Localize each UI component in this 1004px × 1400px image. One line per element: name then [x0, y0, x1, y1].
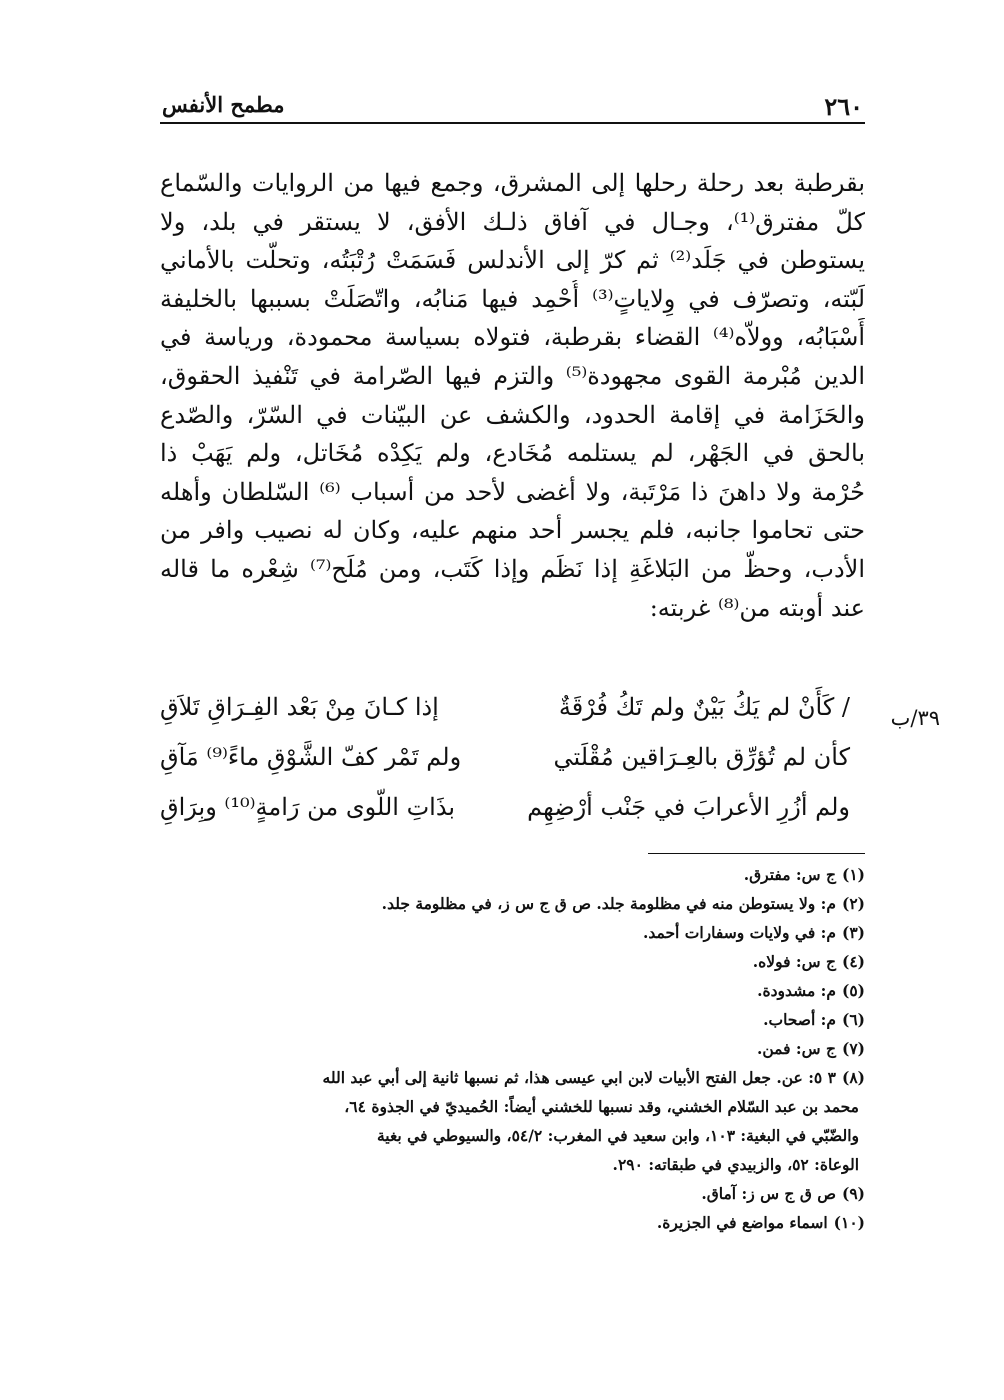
- footnote: [160, 1179, 865, 1208]
- page-number: ٢٦٠: [824, 92, 863, 121]
- verse: [160, 743, 850, 793]
- footnote-text: م: في ولايات وسفارات أحمد.: [642, 923, 836, 942]
- verse: [160, 693, 850, 743]
- manuscript-folio-marker: ٣٩/ب: [890, 706, 940, 730]
- footnote-continuation: والضّبّي في البغية: ١٠٣، وابن سعيد في المغرب: ٥٤/٢، والسيوطي في بغية: [376, 1126, 859, 1145]
- footnote: [160, 1034, 865, 1063]
- verse-second-hemistich: ولم تَمْر كفّ الشَّوْقِ ماءً⁽⁹⁾ مَآقِ: [160, 743, 462, 771]
- footnote-text: ج س: فمن.: [756, 1039, 836, 1058]
- text-line: يستوطن في جَلَد⁽²⁾ ثم كرّ إلى الأندلس فَسَمَتْ رُتْبَتُه، وتحلّت بالأماني: [160, 246, 865, 275]
- text-line: حتى تحاموا جانبه، فلم يجسر أحد منهم عليه، وكان له نصيب وافر من: [160, 516, 865, 545]
- footnote: [160, 947, 865, 976]
- footnote: [160, 1208, 865, 1237]
- verse-first-hemistich: كأن لم تُؤرِّق بالعِـرَاقين مُقْلَتي: [553, 743, 850, 771]
- text-line: كلّ مفترق⁽¹⁾، وجـال في آفاق ذلـك الأفق، لا يستقر في بلد، ولا: [160, 207, 865, 236]
- footnote-number: (٩): [841, 1184, 865, 1203]
- text-line: أَسْبَابُه، وولاّه⁽⁴⁾ القضاء بقرطبة، فتولاه بسياسة محمودة، ورياسة في: [160, 323, 865, 352]
- footnote-text: م: مشدودة.: [757, 981, 836, 1000]
- footnote: [160, 1063, 865, 1092]
- verse-first-hemistich: ولم أزُرِ الأعرابَ في جَنْب أرْضِهِم: [527, 793, 850, 821]
- footnote: [160, 860, 865, 889]
- text-line: لَبّته، وتصرّف في وِلاياتٍ⁽³⁾ أُحْمِد فيها مَنابُه، واتّصَلَتْ بسببها بالخليفة: [160, 284, 865, 313]
- footnote-number: (٦): [841, 1010, 865, 1029]
- footnote-text: ج س: مفترق.: [743, 865, 836, 884]
- footnote-number: (٣): [841, 923, 865, 942]
- running-head: [160, 88, 865, 124]
- footnote-number: (٤): [841, 952, 865, 971]
- text-line: بقرطبة بعد رحلة رحلها إلى المشرق، وجمع فيها من الروايات والسّماع: [160, 169, 865, 197]
- text-line: حُرْمة ولا داهنَ ذا مَرْتَبة، ولا أغضى لأحد من أسباب ⁽⁶⁾ السّلطان وأهله: [160, 477, 865, 506]
- footnote-number: (٧): [841, 1039, 865, 1058]
- footnote-text: م: ولا يستوطن منه في مظلومة جلد. ص ق ج س ز، في مظلومة جلد.: [381, 894, 836, 913]
- footnote-text: ج س: فولاه.: [752, 952, 836, 971]
- footnote-text: اسماء مواضع في الجزيرة.: [656, 1213, 828, 1232]
- footnotes: [160, 860, 865, 1237]
- footnote-separator: [648, 853, 865, 854]
- footnote-number: (٢): [841, 894, 865, 913]
- poem: [160, 693, 850, 843]
- verse: [160, 793, 850, 843]
- footnote: [160, 1005, 865, 1034]
- footnote: [160, 976, 865, 1005]
- footnote-text: ص ق ج س ز: آماق.: [701, 1184, 836, 1203]
- footnote-text: ٣ ٥: عن. جعل الفتح الأبيات لابن ابي عيسى هذا، ثم نسبها ثانية إلى أبي عبد الله: [322, 1068, 836, 1087]
- footnote-number: (١٠): [833, 1213, 865, 1232]
- footnote: [160, 889, 865, 918]
- text-line: والحَزَامة في إقامة الحدود، والكشف عن البيّنات في السّرّ، والصّدع: [160, 400, 865, 429]
- body-text: [160, 164, 865, 627]
- text-line: الأدب، وحظّ من البَلاغَةِ إذا نَظَم وإذا كَتَب، ومن مُلَح⁽⁷⁾ شِعْره ما قاله: [160, 554, 865, 583]
- verse-second-hemistich: بذَاتِ اللّوى من رَامةٍ⁽¹⁰⁾ وبِرَاقِ: [160, 793, 456, 821]
- footnote-continuation: محمد بن عبد السّلام الخشني، وقد نسبها للخشني أيضاً: الحُميديّ في الجذوة ٦٤،: [344, 1097, 859, 1116]
- footnote-number: (٥): [841, 981, 865, 1000]
- footnote: [160, 918, 865, 947]
- footnote-number: (١): [841, 865, 865, 884]
- footnote-number: (٨): [841, 1068, 865, 1087]
- verse-second-hemistich: إذا كـانَ مِنْ بَعْد الفِـرَاقِ تَلاَقِ: [160, 693, 439, 721]
- running-title: مطمح الأنفس: [162, 92, 285, 117]
- text-line: عند أوبته من⁽⁸⁾ غربته:: [649, 593, 865, 622]
- verse-first-hemistich: / كَأَنْ لم يَكُ بَيْنٌ ولم تَكُ فُرْقَةٌ: [558, 693, 850, 721]
- text-line: بالحق في الجَهْر، لم يستلمه مُخَادع، ولم يَكِدْه مُخَاتل، ولم يَهَبْ ذا: [160, 439, 865, 468]
- footnote-text: م: أصحاب.: [763, 1010, 836, 1029]
- text-line: الدين مُبْرمة القوى مجهودة⁽⁵⁾ والتزم فيها الصّرامة في تَنْفيذ الحقوق،: [160, 361, 865, 390]
- footnote-continuation: الوعاة: ٥٢، والزبيدي في طبقاته: ٢٩٠.: [612, 1155, 859, 1174]
